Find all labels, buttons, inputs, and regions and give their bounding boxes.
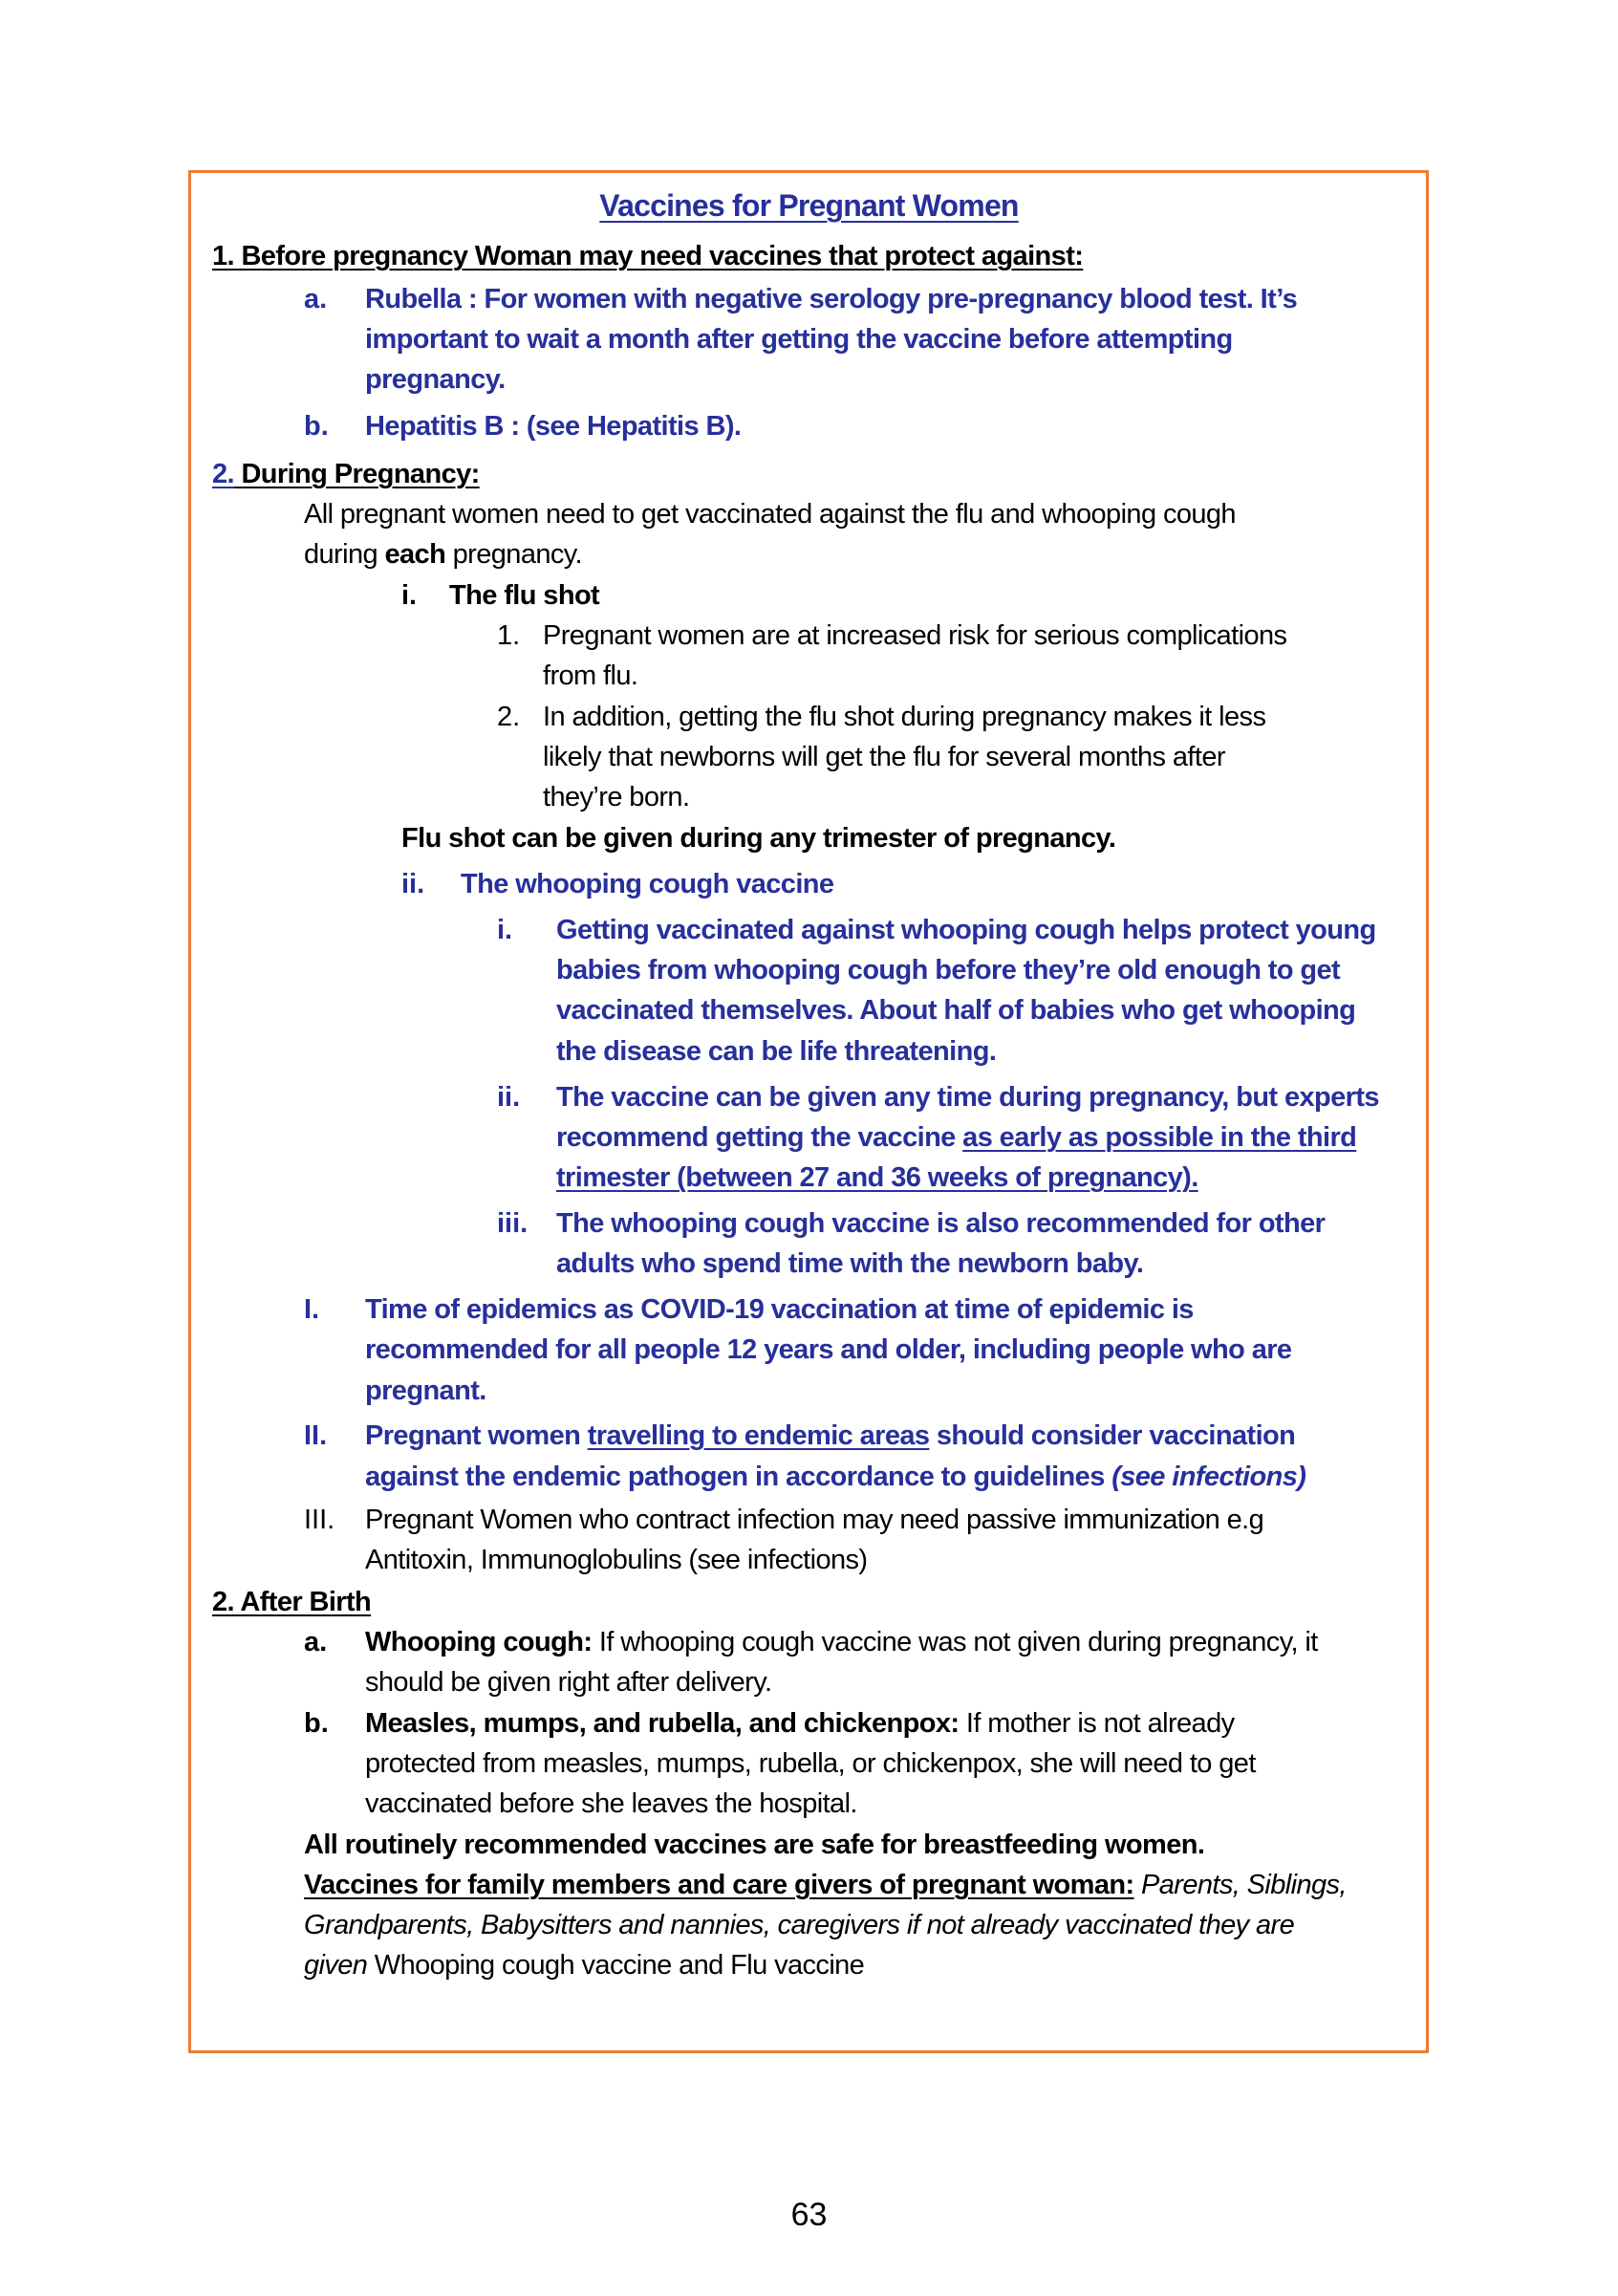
after-birth-mmr-text: protected from measles, mumps, rubella, or chickenpox, she will need to get (365, 1748, 1256, 1779)
intro-text: All pregnant women need to get vaccinated against the flu and whooping cough (304, 499, 1236, 530)
family-vaccines-text (304, 1946, 864, 1984)
whooping-point-text: vaccinated themselves. About half of babies who get whooping (556, 995, 1356, 1026)
list-marker: i. (497, 915, 513, 945)
list-marker: 1. (497, 620, 521, 651)
endemic-areas-emphasis: travelling to endemic areas (587, 1420, 930, 1451)
section-heading-after-birth: 2. After Birth (212, 1587, 372, 1617)
flu-point-text: they’re born. (543, 782, 690, 812)
whooping-point-text: Getting vaccinated against whooping cough helps protect young (556, 915, 1376, 945)
whooping-cough-label: The whooping cough vaccine (461, 869, 834, 899)
flu-trimester-note: Flu shot can be given during any trimester of pregnancy. (401, 823, 1116, 854)
list-marker: II. (304, 1420, 328, 1451)
list-marker: 2. (497, 702, 521, 732)
after-birth-mmr-text (365, 1704, 1235, 1743)
text-part: Parents, Siblings, (1133, 1870, 1347, 1900)
see-infections-ref: (see infections) (1111, 1462, 1306, 1492)
rubella-text: pregnancy. (365, 364, 506, 395)
flu-point-text: likely that newborns will get the flu for several months after (543, 742, 1225, 772)
travel-text (365, 1417, 1295, 1455)
whooping-point-text: babies from whooping cough before they’re old enough to get (556, 955, 1341, 986)
rubella-text: important to wait a month after getting the vaccine before attempting (365, 324, 1233, 355)
breastfeeding-note: All routinely recommended vaccines are safe for breastfeeding women. (304, 1830, 1205, 1860)
list-marker: i. (401, 580, 418, 611)
section-heading-before-pregnancy: 1. Before pregnancy Woman may need vaccines that protect against: (212, 241, 1084, 271)
list-marker: ii. (401, 869, 425, 899)
whooping-point-text: The vaccine can be given any time during pregnancy, but experts (556, 1082, 1379, 1113)
whooping-point-text: the disease can be life threatening. (556, 1036, 997, 1067)
travel-text (365, 1458, 1305, 1496)
page-number: 63 (790, 2197, 828, 2233)
family-vaccines-text (304, 1866, 1347, 1904)
covid-text: pregnant. (365, 1375, 486, 1406)
covid-text: recommended for all people 12 years and older, including people who are (365, 1334, 1292, 1365)
section-number: 2. (212, 459, 234, 489)
flu-point-text: from flu. (543, 661, 638, 691)
intro-text-part: during (304, 539, 385, 570)
list-marker: b. (304, 1708, 329, 1739)
rubella-text: Rubella : For women with negative serology pre-pregnancy blood test. It’s (365, 284, 1298, 314)
text-part: If mother is not already (959, 1708, 1235, 1739)
intro-text-part: pregnancy. (445, 539, 582, 570)
after-birth-whooping-text (365, 1623, 1318, 1661)
text-part: Pregnant women (365, 1420, 588, 1451)
text-part: given (304, 1950, 368, 1981)
third-trimester-emphasis: trimester (between 27 and 36 weeks of pregnancy). (556, 1162, 1198, 1193)
list-marker: b. (304, 411, 329, 442)
whooping-point-text: The whooping cough vaccine is also recommended for other (556, 1208, 1326, 1239)
flu-point-text: In addition, getting the flu shot during pregnancy makes it less (543, 702, 1266, 732)
family-vaccines-text: Grandparents, Babysitters and nannies, caregivers if not already vaccinated they are (304, 1910, 1295, 1940)
list-marker: I. (304, 1294, 320, 1325)
whooping-point-text: adults who spend time with the newborn baby. (556, 1248, 1144, 1279)
covid-text: Time of epidemics as COVID-19 vaccination at time of epidemic is (365, 1294, 1194, 1325)
list-marker: a. (304, 284, 328, 314)
term-whooping-cough: Whooping cough: (365, 1627, 593, 1657)
term-mmr-chickenpox: Measles, mumps, and rubella, and chickenpox: (365, 1708, 960, 1739)
section-heading-text: During Pregnancy: (234, 459, 480, 489)
flu-shot-label: The flu shot (449, 580, 600, 611)
after-birth-mmr-text: vaccinated before she leaves the hospital. (365, 1788, 857, 1819)
list-marker: ii. (497, 1082, 521, 1113)
third-trimester-emphasis: as early as possible in the third (962, 1122, 1357, 1153)
family-vaccines-heading: Vaccines for family members and care givers of pregnant woman: (304, 1870, 1134, 1900)
list-marker: a. (304, 1627, 328, 1657)
emphasis-each: each (384, 539, 446, 570)
intro-text (304, 535, 582, 574)
text-part: recommend getting the vaccine (556, 1122, 963, 1153)
passive-immunization-text: Antitoxin, Immunoglobulins (see infections) (365, 1545, 868, 1575)
section-heading-during-pregnancy (212, 455, 480, 493)
list-marker: III. (304, 1505, 335, 1535)
flu-point-text: Pregnant women are at increased risk for serious complications (543, 620, 1287, 651)
list-marker: iii. (497, 1208, 529, 1239)
page-title: Vaccines for Pregnant Women (599, 188, 1019, 223)
passive-immunization-text: Pregnant Women who contract infection may need passive immunization e.g (365, 1505, 1264, 1535)
whooping-point-text (556, 1118, 1356, 1157)
after-birth-whooping-text: should be given right after delivery. (365, 1667, 772, 1698)
text-part: Whooping cough vaccine and Flu vaccine (367, 1950, 865, 1981)
text-part: should consider vaccination (929, 1420, 1296, 1451)
hepatitis-b-text: Hepatitis B : (see Hepatitis B). (365, 411, 742, 442)
text-part: against the endemic pathogen in accordance to guidelines (365, 1462, 1112, 1492)
text-part: If whooping cough vaccine was not given during pregnancy, it (592, 1627, 1318, 1657)
